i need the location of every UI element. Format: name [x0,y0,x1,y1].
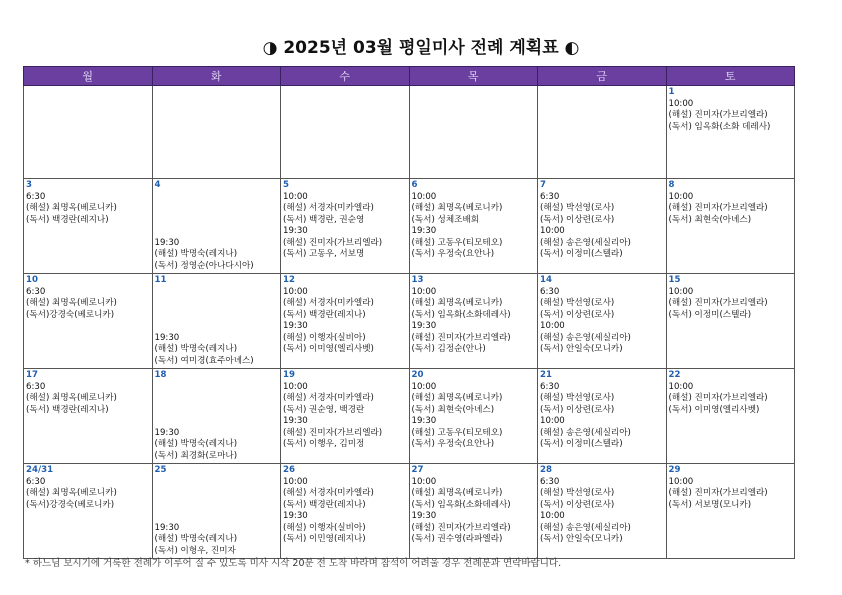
assignment-line: (해설) 최명옥(베로니카) [26,203,117,213]
assignment-line: (해설) 박선영(로사) [540,488,615,498]
footnote: * 하느님 보시기에 거룩한 전례가 이루어 질 수 있도록 미사 시작 20분 전 도착 바라며 참석이 어려울 경우 전례분과 연락바랍니다. [25,558,562,569]
assignment-line [155,215,279,227]
assignment-line: (독서) 최현숙(아녜스) [411,404,495,415]
assignment-line: (독서) 정영순(아나다시아) [154,260,254,271]
day-cell [152,86,281,179]
assignment-line: (해설) 박선영(로사) [540,203,615,213]
weekday-header-thu: 목 [409,67,538,86]
mass-time: 10:00 [411,286,437,297]
assignment-line: (독서) 성체조배회 [411,214,480,225]
assignment-line: (독서) 안일숙(모니카) [540,534,623,544]
day-cell [152,464,281,559]
day-cell [281,369,410,464]
assignment-line: (독서) 백경란, 권순영 [283,214,365,225]
day-number: 10 [26,275,38,285]
day-number: 22 [668,370,681,380]
mass-time: 10:00 [411,476,437,487]
assignment-line: (독서) 최경화(로마나) [154,450,238,461]
assignment-line: (독서) 권수영(라파엘라) [411,534,503,544]
mass-time: 6:30 [26,476,46,487]
day-cell [152,369,281,464]
mass-time: 19:30 [411,321,437,331]
mass-time: 19:30 [154,522,180,533]
assignment-line: (독서) 임옥화(소화데레사) [411,309,511,320]
assignment-line [155,382,279,394]
mass-time: 6:30 [540,381,560,392]
assignment-line: (해설) 박선영(로사) [540,393,615,403]
mass-time: 10:00 [540,226,565,236]
day-cell [409,179,538,274]
mass-time: 10:00 [540,511,565,521]
day-cell [281,274,410,369]
assignment-line: (해설) 진미자(가브리엘라) [668,110,768,120]
day-number: 19 [283,370,295,380]
assignment-line: (독서) 이정미(스텔라) [668,309,752,320]
assignment-line [155,192,279,204]
weekday-header-row [24,67,795,86]
calendar-table [23,66,795,559]
day-cell [24,369,153,464]
day-cell [24,464,153,559]
assignment-line: (독서) 백경란(레지나) [283,499,366,510]
day-cell [538,179,667,274]
mass-time: 10:00 [668,286,694,297]
week-row [24,369,795,464]
mass-time: 19:30 [283,226,308,236]
mass-time: 19:30 [411,511,437,521]
assignment-line: (독서) 임옥화(소화 데레사) [668,121,771,132]
assignment-line: (해설) 최명옥(베로니카) [411,488,503,498]
assignment-line: (해설) 박명숙(레지나) [154,344,238,354]
day-number: 25 [154,465,167,475]
day-number: 18 [154,370,167,380]
assignment-line: (독서) 이상련(로사) [540,214,615,225]
assignment-line: (해설) 최명옥(베로니카) [411,203,503,213]
assignment-line: (해설) 최명옥(베로니카) [411,298,503,308]
assignment-line: (독서) 이정미(스텔라) [540,439,623,449]
day-cell [666,464,795,559]
assignment-line: (해설) 진미자(가브리엘라) [668,298,768,308]
assignment-line: (해설) 서경자(미카엘라) [283,488,374,498]
day-cell [666,179,795,274]
day-cell [538,86,667,179]
mass-time: 10:00 [283,191,308,202]
page-title: ◑ 2025년 03월 평일미사 전례 계획표 ◐ [262,38,580,58]
assignment-line: (독서) 이미영(엘리사벳) [283,344,374,354]
assignment-line: (독서) 이상련(로사) [540,309,615,320]
assignment-line: (독서) 이상련(로사) [540,499,615,510]
assignment-line: (해설) 박명숙(레지나) [154,534,238,544]
mass-time: 10:00 [668,381,694,392]
assignment-line [155,488,279,500]
assignment-line [155,310,279,322]
assignment-line: (해설) 박선영(로사) [540,298,615,308]
day-cell [538,464,667,559]
assignment-line: (해설) 진미자(가브리엘라) [668,393,768,403]
day-number: 7 [540,180,546,190]
day-cell [24,179,153,274]
assignment-line: (독서) 백경란(레지나) [26,404,109,415]
mass-time: 10:00 [540,416,565,426]
day-cell [24,86,153,179]
assignment-line: (해설) 진미자(가브리엘라) [283,427,383,438]
day-cell [538,369,667,464]
assignment-line: (해설) 서경자(미카엘라) [283,203,374,213]
day-number: 28 [540,465,552,475]
assignment-line: (독서) 안일숙(모니카) [540,344,623,354]
mass-time: 10:00 [283,286,308,297]
assignment-line: (독서) 우정숙(요안나) [411,249,495,259]
mass-time: 19:30 [154,332,180,343]
assignment-line [155,477,279,489]
mass-time: 10:00 [411,381,437,392]
assignment-line: (독서) 이행우, 김미정 [283,439,365,449]
mass-time: 19:30 [154,237,180,248]
day-number: 8 [668,180,675,190]
mass-time: 10:00 [668,476,694,487]
mass-time: 10:00 [283,381,308,392]
mass-time: 19:30 [283,511,308,521]
day-number: 24/31 [26,465,54,475]
assignment-line: (해설) 박명숙(레지나) [154,249,238,259]
assignment-line: (해설) 최명옥(베로니카) [26,488,117,498]
assignment-line [155,321,279,333]
assignment-line [155,298,279,310]
assignment-line [155,405,279,417]
assignment-line: (독서) 권순영, 백경란 [283,404,365,415]
assignment-line: (해설) 송은영(세실리아) [540,522,631,533]
day-number: 15 [668,275,681,285]
assignment-line [155,393,279,405]
day-number: 6 [411,180,418,190]
assignment-line: (독서) 서보명(모니카) [668,499,752,510]
assignment-line: (독서) 여미경(효주아녜스) [154,355,254,366]
day-number: 1 [668,87,675,97]
mass-time: 6:30 [26,286,46,297]
assignment-line: (해설) 진미자(가브리엘라) [411,522,511,533]
week-row [24,86,795,179]
mass-time: 6:30 [540,286,560,297]
weekday-header-wed: 수 [281,67,410,86]
mass-time: 19:30 [283,321,308,331]
assignment-line: (독서) 우정숙(요안나) [411,439,495,449]
assignment-line: (해설) 송은영(세실리아) [540,332,631,343]
day-cell [152,179,281,274]
assignment-line [155,416,279,428]
day-cell [409,464,538,559]
mass-time: 19:30 [411,416,437,426]
day-number: 29 [668,465,681,475]
week-row [24,274,795,369]
assignment-line: (독서) 백경란(레지나) [283,309,366,320]
day-cell [152,274,281,369]
assignment-line: (독서) 임옥화(소화데레사) [411,499,511,510]
mass-time: 6:30 [540,191,560,202]
assignment-line [155,500,279,512]
mass-time: 10:00 [668,191,694,202]
assignment-line: (독서) 이정미(스텔라) [540,249,623,259]
mass-time: 10:00 [540,321,565,331]
assignment-line: (독서) 이형우, 진미자 [154,545,236,556]
assignment-line: (해설) 박명숙(레지나) [154,439,238,449]
assignment-line: (해설) 최명옥(베로니카) [26,393,117,403]
mass-time: 6:30 [26,381,46,392]
assignment-line [155,226,279,238]
day-number: 17 [26,370,38,380]
assignment-line: (독서)강경숙(베로니카) [26,499,115,510]
assignment-line [155,203,279,215]
assignment-line: (해설) 이행자(실비아) [283,522,366,533]
day-cell [666,369,795,464]
assignment-line: (해설) 송은영(세실리아) [540,237,631,248]
day-cell [281,464,410,559]
day-number: 12 [283,275,295,285]
day-cell [281,86,410,179]
day-number: 4 [154,180,161,190]
assignment-line: (독서) 이미영(엘리사벳) [668,404,760,415]
mass-time: 6:30 [540,476,560,487]
weekday-header-fri: 금 [538,67,667,86]
week-row [24,179,795,274]
weekday-header-mon: 월 [24,67,153,86]
assignment-line: (해설) 고동우(티모테오) [411,427,503,438]
day-cell [409,274,538,369]
assignment-line: (해설) 진미자(가브리엘라) [668,488,768,498]
day-number: 13 [411,275,424,285]
mass-time: 19:30 [154,427,180,438]
assignment-line: (해설) 진미자(가브리엘라) [668,203,768,213]
assignment-line: (독서) 고동우, 서보명 [283,249,365,259]
mass-time: 6:30 [26,191,46,202]
assignment-line: (독서) 김정순(안나) [411,344,486,354]
day-number: 20 [411,370,424,380]
assignment-line: (해설) 송은영(세실리아) [540,427,631,438]
mass-time: 10:00 [283,476,308,487]
day-cell [666,274,795,369]
assignment-line: (해설) 고동우(티모테오) [411,237,503,248]
day-number: 21 [540,370,552,380]
assignment-line: (해설) 진미자(가브리엘라) [411,332,511,343]
calendar-body [24,86,795,559]
mass-time: 19:30 [283,416,308,426]
day-number: 14 [540,275,552,285]
mass-time: 10:00 [411,191,437,202]
assignment-line: (해설) 서경자(미카엘라) [283,298,374,308]
mass-time: 10:00 [668,98,694,109]
weekday-header-sat: 토 [666,67,795,86]
day-cell [409,369,538,464]
assignment-line [155,511,279,523]
assignment-line: (해설) 이행자(실비아) [283,332,366,343]
assignment-line: (해설) 서경자(미카엘라) [283,393,374,403]
day-number: 3 [26,180,32,190]
assignment-line: (해설) 최명옥(베로니카) [26,298,117,308]
mass-time: 19:30 [411,226,437,236]
day-cell [538,274,667,369]
day-number: 5 [283,180,289,190]
assignment-line: (독서) 백경란(레지나) [26,214,109,225]
weekday-header-tue: 화 [152,67,281,86]
day-cell [666,86,795,179]
assignment-line [155,287,279,299]
day-cell [281,179,410,274]
assignment-line: (해설) 최명옥(베로니카) [411,393,503,403]
week-row [24,464,795,559]
assignment-line: (독서) 최현숙(아녜스) [668,214,752,225]
day-cell [409,86,538,179]
day-number: 27 [411,465,424,475]
day-number: 11 [154,275,167,285]
assignment-line: (독서) 이민영(레지나) [283,534,366,544]
assignment-line: (독서) 이상련(로사) [540,404,615,415]
day-number: 26 [283,465,295,475]
day-cell [24,274,153,369]
assignment-line: (독서)강경숙(베로니카) [26,309,115,320]
assignment-line: (해설) 진미자(가브리엘라) [283,237,383,248]
